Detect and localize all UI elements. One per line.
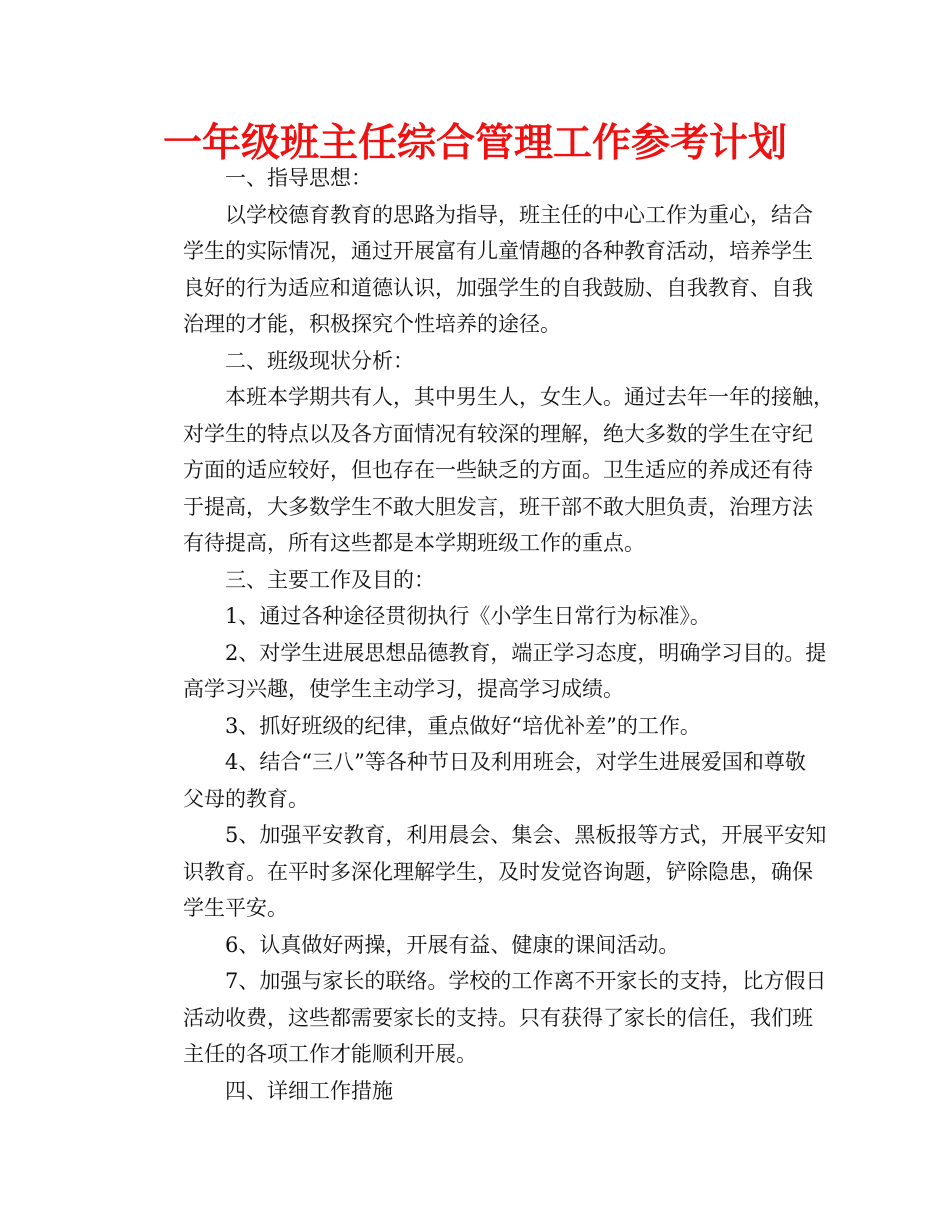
list-item-7 (141, 963, 827, 1073)
text-line: 7、加强与家长的联络。学校的工作离不开家长的支持，比方假日 (225, 969, 827, 993)
text-line: 二、班级现状分析： (225, 348, 414, 373)
text-line: 识教育。在平时多深化理解学生，及时发觉咨询题，铲除隐患，确保 (183, 859, 813, 884)
list-item-4 (141, 744, 821, 817)
text-line: 活动收费，这些都需要家长的支持。只有获得了家长的信任，我们班 (183, 1005, 813, 1030)
text-line: 6、认真做好两操，开展有益、健康的课间活动。 (225, 932, 680, 957)
list-item-5 (141, 817, 827, 927)
text-line: 对学生的特点以及各方面情况有较深的理解，绝大多数的学生在守纪 (183, 421, 813, 446)
text-line: 2、对学生进展思想品德教育，端正学习态度，明确学习目的。提 (225, 640, 827, 665)
text-line: 有待提高，所有这些都是本学期班级工作的重点。 (183, 531, 645, 555)
document-body (141, 160, 834, 1109)
text-line: 5、加强平安教育，利用晨会、集会、黑板报等方式，开展平安知 (225, 823, 827, 847)
text-line: 学生平安。 (183, 896, 288, 920)
text-line: 1、通过各种途径贯彻执行《小学生日常行为标准》。 (225, 604, 711, 628)
text-line: 四、详细工作措施 (225, 1078, 393, 1103)
heading-guiding-ideology (141, 160, 821, 197)
text-line: 方面的适应较好，但也存在一些缺乏的方面。卫生适应的养成还有待 (183, 458, 813, 482)
heading-main-goals (141, 562, 821, 599)
text-line: 以学校德育教育的思路为指导，班主任的中心工作为重心，结合 (225, 202, 813, 227)
text-line: 高学习兴趣，使学生主动学习，提高学习成绩。 (183, 677, 624, 701)
document-title: 一年级班主任综合管理工作参考计划 (162, 121, 787, 166)
text-line: 于提高，大多数学生不敢大胆发言，班干部不敢大胆负责，治理方法 (183, 494, 813, 519)
text-line: 三、主要工作及目的： (225, 567, 435, 592)
text-line: 治理的才能，积极探究个性培养的途径。 (183, 312, 561, 336)
text-line: 良好的行为适应和道德认识，加强学生的自我鼓励、自我教育、自我 (183, 275, 813, 300)
heading-class-status (141, 343, 821, 380)
list-item-2 (141, 635, 827, 708)
text-line: 4、结合“三八”等各种节日及利用班会，对学生进展爱国和尊敬 (225, 750, 806, 774)
heading-work-measures (141, 1073, 821, 1110)
text-line: 父母的教育。 (183, 786, 309, 811)
text-line: 一、指导思想： (225, 166, 372, 190)
text-line: 主任的各项工作才能顺利开展。 (183, 1042, 477, 1066)
paragraph-guiding-ideology (141, 197, 821, 343)
text-line: 本班本学期共有人，其中男生人，女生人。通过去年一年的接触， (225, 385, 834, 409)
list-item-3 (141, 708, 821, 745)
text-line: 学生的实际情况，通过开展富有儿童情趣的各种教育活动，培养学生 (183, 239, 813, 263)
list-item-6 (141, 927, 821, 964)
list-item-1 (141, 598, 821, 635)
text-line: 3、抓好班级的纪律，重点做好“培优补差”的工作。 (225, 713, 701, 738)
paragraph-class-status (141, 379, 834, 562)
